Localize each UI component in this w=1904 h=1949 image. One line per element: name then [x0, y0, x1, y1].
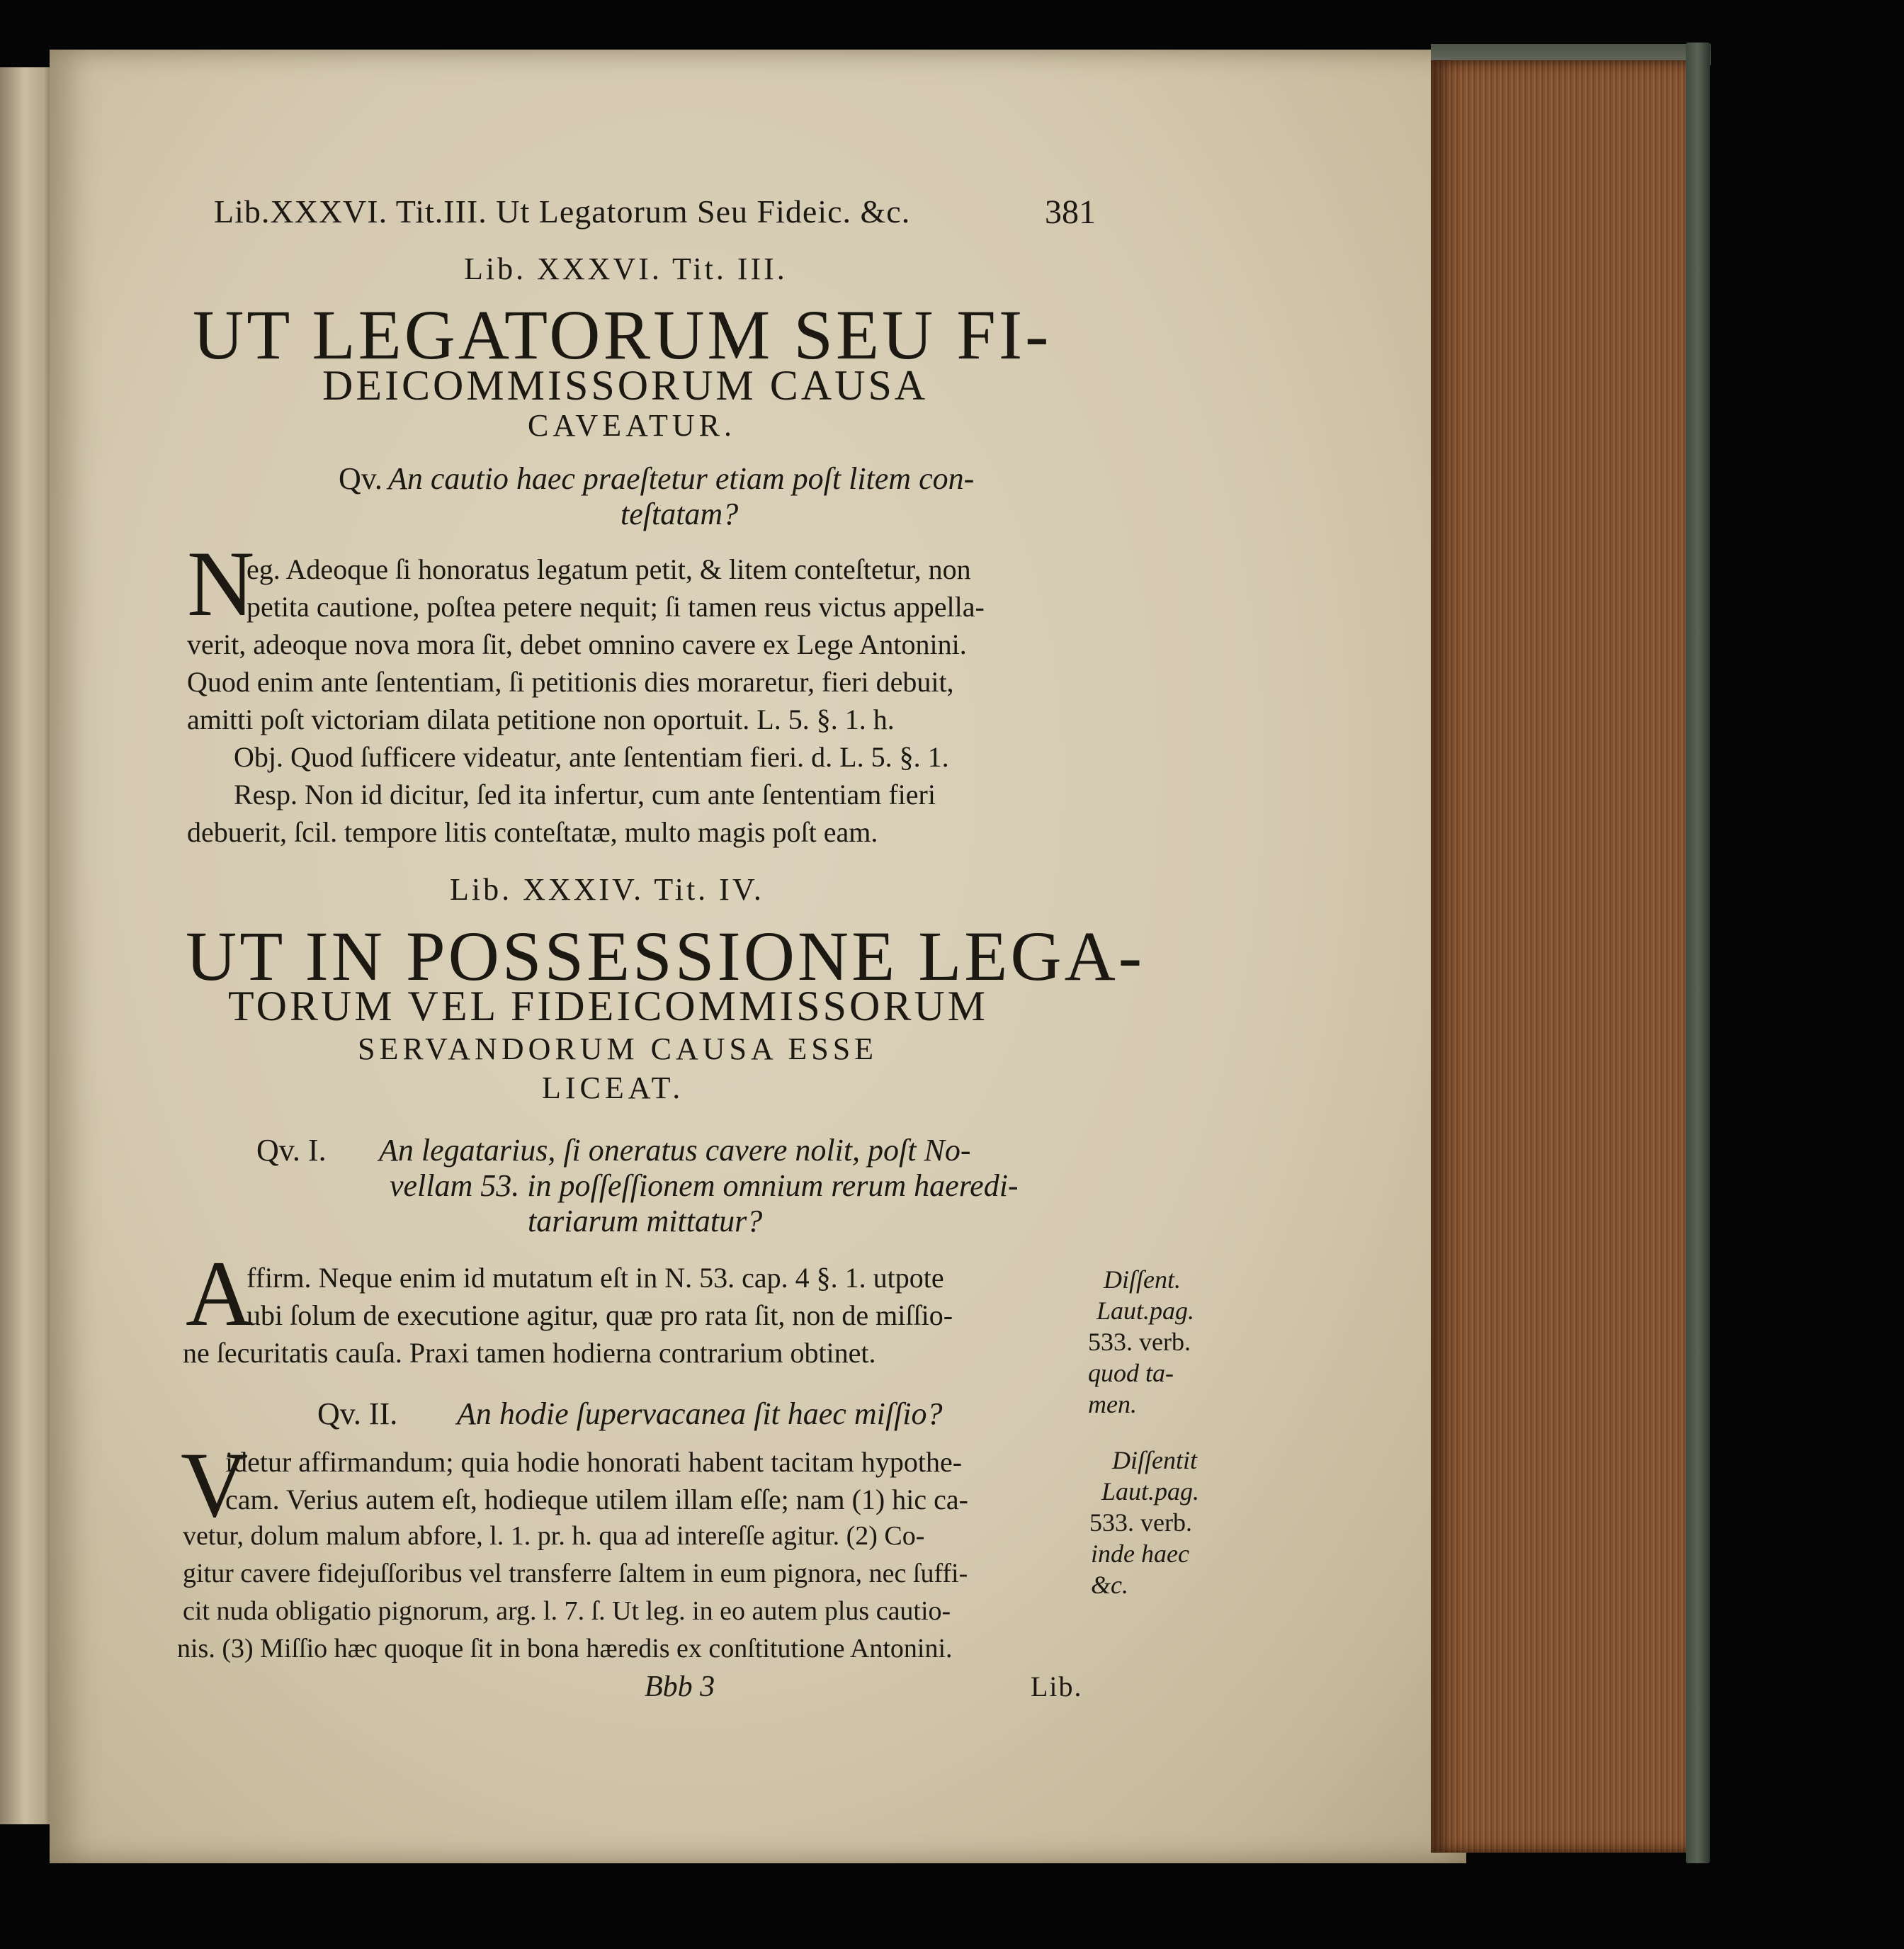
- margin-note-line: &c.: [1091, 1571, 1128, 1599]
- section2-title-line3: SERVANDORUM CAUSA ESSE: [358, 1032, 878, 1066]
- section2-lib-line: Lib. XXXIV. Tit. IV.: [450, 872, 764, 907]
- section1-answer-line: Resp. Non id dicitur, ſed ita infertur, cum ante ſententiam fieri: [234, 779, 936, 810]
- section1-answer-line: eg. Adeoque ſi honoratus legatum petit, & litem conteſtetur, non: [246, 553, 971, 585]
- section2-a2-line: vetur, dolum malum abfore, l. 1. pr. h. qua ad intereſſe agitur. (2) Co-: [183, 1521, 925, 1551]
- section2-a2-line: nis. (3) Miſſio hæc quoque ſit in bona hæredis ex conſtitutione Antonini.: [177, 1634, 953, 1663]
- margin-note-line: Laut.pag.: [1096, 1296, 1195, 1325]
- section2-q2-text: An hodie ſupervacanea ſit haec miſſio?: [457, 1396, 943, 1431]
- margin-note-line: Diſſent.: [1104, 1265, 1181, 1294]
- section2-a2-line: idetur affirmandum; quia hodie honorati habent tacitam hypothe-: [225, 1446, 963, 1478]
- margin-note-line: 533. verb.: [1089, 1508, 1192, 1537]
- page-block-edge: [1431, 60, 1700, 1853]
- section2-title-line2: TORUM VEL FIDEICOMMISSORUM: [228, 983, 989, 1029]
- book-cover: [1686, 43, 1710, 1863]
- section1-answer-line: Quod enim ante ſententiam, ſi petitionis dies moraretur, fieri debuit,: [187, 666, 954, 698]
- section2-a1-dropcap: A: [186, 1241, 254, 1345]
- section2-title-line1: UT IN POSSESSIONE LEGA-: [186, 917, 1145, 995]
- section1-title-line2: DEICOMMISSORUM CAUSA: [322, 362, 929, 409]
- margin-note-line: Diſſentit: [1112, 1446, 1197, 1474]
- section2-q1-line1: An legatarius, ſi oneratus cavere nolit, poſt No-: [379, 1133, 971, 1168]
- section1-title-line1: UT LEGATORUM SEU FI-: [193, 295, 1052, 374]
- section2-q1-line2: vellam 53. in poſſeſſionem omnium rerum haeredi-: [390, 1168, 1019, 1203]
- running-head: Lib.XXXVI. Tit.III. Ut Legatorum Seu Fideic. &c.: [214, 193, 911, 230]
- section2-a1-line: ubi ſolum de executione agitur, quæ pro rata ſit, non de miſſio-: [246, 1299, 953, 1331]
- section1-title-line3: CAVEATUR.: [528, 408, 737, 443]
- section1-answer-line: verit, adeoque nova mora ſit, debet omnino cavere ex Lege Antonini.: [187, 628, 967, 660]
- section2-title-line4: LICEAT.: [542, 1070, 685, 1105]
- section1-question-label: Qv.: [339, 461, 382, 496]
- signature-mark: Bbb 3: [645, 1671, 715, 1703]
- section1-dropcap: N: [187, 531, 255, 635]
- margin-note-line: quod ta-: [1088, 1359, 1174, 1387]
- section2-q1-label: Qv. I.: [256, 1133, 327, 1168]
- section1-question-line2: teſtatam?: [620, 497, 739, 531]
- section1-answer-line: petita cautione, poſtea petere nequit; ſi tamen reus victus appella-: [246, 591, 985, 623]
- section1-answer-line: debuerit, ſcil. tempore litis conteſtatæ, multo magis poſt eam.: [187, 816, 878, 848]
- section1-lib-line: Lib. XXXVI. Tit. III.: [464, 252, 788, 286]
- margin-note-line: 533. verb.: [1088, 1328, 1191, 1356]
- section2-a2-line: cit nuda obligatio pignorum, arg. l. 7. ſ. Ut leg. in eo autem plus cautio-: [183, 1596, 951, 1626]
- page-number: 381: [1045, 193, 1096, 231]
- margin-note-line: men.: [1088, 1390, 1137, 1418]
- section2-a1-line: ffirm. Neque enim id mutatum eſt in N. 53. cap. 4 §. 1. utpote: [246, 1262, 944, 1294]
- section1-question-line1: An cautio haec praeſtetur etiam poſt litem con-: [388, 461, 975, 496]
- section2-a2-line: cam. Verius autem eſt, hodieque utilem illam eſſe; nam (1) hic ca-: [225, 1484, 968, 1515]
- section2-q2-label: Qv. II.: [317, 1396, 398, 1431]
- margin-note-line: Laut.pag.: [1101, 1477, 1200, 1505]
- facing-page-edge: [0, 67, 55, 1824]
- section2-a2-line: gitur cavere fidejuſſoribus vel transferre ſaltem in eum pignora, nec ſuffi-: [183, 1559, 968, 1588]
- section1-answer-line: Obj. Quod ſufficere videatur, ante ſententiam fieri. d. L. 5. §. 1.: [234, 741, 949, 773]
- section1-answer-line: amitti poſt victoriam dilata petitione non oportuit. L. 5. §. 1. h.: [187, 704, 895, 735]
- section2-a2-dropcap: V: [181, 1433, 249, 1537]
- margin-note-line: inde haec: [1091, 1540, 1189, 1568]
- section2-q1-line3: tariarum mittatur?: [528, 1204, 763, 1238]
- section2-a1-line: ne ſecuritatis cauſa. Praxi tamen hodierna contrarium obtinet.: [183, 1337, 876, 1369]
- catchword: Lib.: [1031, 1671, 1083, 1702]
